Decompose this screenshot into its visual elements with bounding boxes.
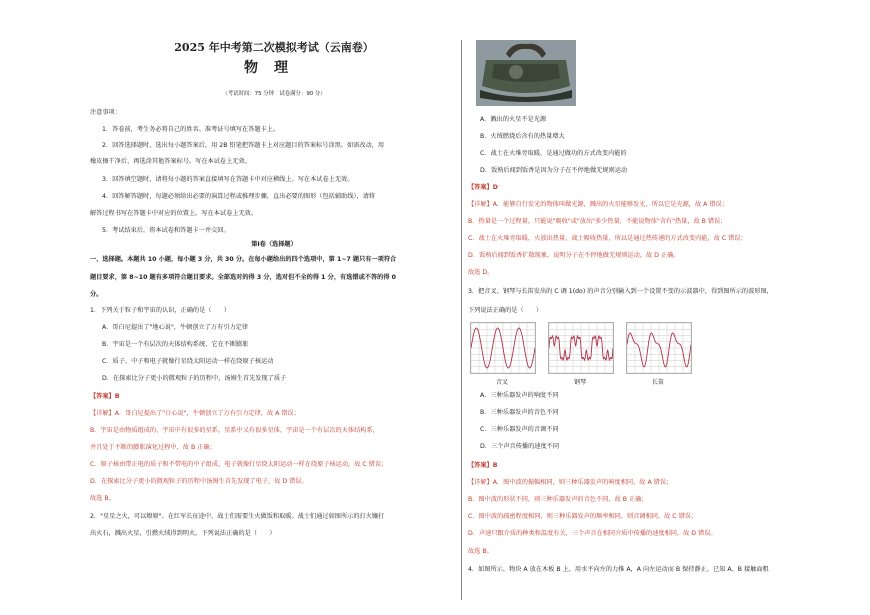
q1-option: A．哥白尼提出了"地心说"，牛顿创立了万有引力定律 bbox=[102, 324, 249, 331]
q1-option: D．在探索比分子更小的微观粒子的历程中，汤姆生首先发现了质子 bbox=[102, 375, 287, 382]
column-divider bbox=[461, 40, 462, 600]
wave-label: 长笛 bbox=[652, 379, 665, 386]
q2-option: B．火绒燃烧后含有的热量增大 bbox=[480, 133, 565, 140]
wave-label: 钢琴 bbox=[574, 379, 587, 386]
q2-option: C．战士在火堆旁取暖，是通过做功的方式改变内能的 bbox=[480, 150, 627, 157]
q1-conclusion: 故选 B。 bbox=[90, 495, 115, 502]
q3-stem: 3．把音叉、钢琴与长笛发出的 C 调 1(do) 的声音分别输入到一个设置不变的示波器中，得到图所示的波形图， bbox=[468, 288, 773, 295]
section-intro: 分。 bbox=[90, 291, 103, 298]
q1-option: B．宇宙是一个有层次的天体结构系统，它在不断膨胀 bbox=[102, 341, 249, 348]
q2-detail: D．饭熟后闻到饭香扩散现象，说明分子在不停地做无规则运动，故 D 正确。 bbox=[468, 252, 680, 259]
note-item: 橡皮擦干净后，再选涂其他答案标号。写在本试卷上无效。 bbox=[90, 158, 251, 165]
notes-heading: 注意事项： bbox=[90, 109, 121, 116]
q4-stem: 4．如图所示，物块 A 放在木板 B 上，用水平向左的力推 A，A 向左运动而 B 保持静止，已知 A、B 接触面粗 bbox=[468, 566, 769, 573]
wave-label: 音叉 bbox=[496, 379, 509, 386]
note-item: 解答过程书写在答题卡中对应的位置上。写在本试卷上无效。 bbox=[90, 210, 258, 217]
q3-detail: D．声速只跟介质的种类和温度有关，三个声音在相同介质中传播的速度相同，故 D 错误。 bbox=[468, 530, 717, 537]
q3-option: D．三个声音传播的速度不同 bbox=[480, 443, 560, 450]
q1-detail: D．在探索比分子更小的微观粒子的历程中汤姆生首先发现了电子，故 D 错误。 bbox=[90, 478, 308, 485]
note-item: 5．考试结束后，将本试卷和答题卡一并交回。 bbox=[102, 227, 230, 234]
q2-option: A．溅出的火星不是光源 bbox=[480, 116, 547, 123]
q1-detail: 【详解】A．哥白尼提出了"日心说"，牛顿创立了万有引力定律，故 A 错误； bbox=[90, 410, 300, 417]
q2-conclusion: 故选 D。 bbox=[468, 269, 494, 276]
fire-steel-image bbox=[476, 40, 576, 106]
q3-detail: 【详解】A．图中波的振幅相同，则三种乐器发声的响度相同，故 A 错误； bbox=[468, 479, 673, 486]
exam-title: 2025 年中考第二次模拟考试（云南卷） bbox=[174, 41, 374, 54]
exam-info: （考试时间：75 分钟 试卷满分：90 分） bbox=[222, 91, 326, 97]
q3-stem: 下列说法正确的是（ ） bbox=[468, 307, 543, 314]
section-heading: 第Ⅰ卷（选择题） bbox=[251, 241, 297, 248]
q3-answer: 【答案】B bbox=[468, 462, 498, 469]
note-item: 4．回答解答题时，每题必须给出必要的演算过程或推理步骤，直出必要的图形（包括辅助线），请将 bbox=[102, 193, 376, 200]
q1-stem: 1．下列关于粒子和宇宙的认识，正确的是（ ） bbox=[90, 307, 231, 314]
section-intro: 题目要求，第 8~10 题有多项符合题目要求。全部选对的得 3 分，选对但不全的得 1 分，有选错或不答的得 0 bbox=[90, 274, 396, 281]
note-item: 1．答卷前，考生务必将自己的姓名、准考证号填写在答题卡上。 bbox=[102, 126, 280, 133]
q1-option: C．质子、中子和电子就像行星绕太阳运动一样在绕原子核运动 bbox=[102, 358, 274, 365]
q3-detail: C．图中波的疏密程度相同，则三种乐器发声的频率相同，则音调相同，故 C 错误； bbox=[468, 513, 698, 520]
q3-conclusion: 故选 B。 bbox=[468, 548, 493, 555]
q2-detail: B．热量是一个过程量，只能说"吸收"或"放出"多少热量，不能说物体"含有"热量，故 B 错误； bbox=[468, 218, 727, 225]
waveform-flute bbox=[626, 322, 692, 374]
q2-stem: 出火石，溅出火星，引燃火绒得到明火。下列说法正确的是（ ） bbox=[90, 530, 276, 537]
q3-option: C．三种乐器发声的音调不同 bbox=[480, 426, 559, 433]
q1-answer: 【答案】B bbox=[90, 393, 120, 400]
q3-option: A．三种乐器发声的响度不同 bbox=[480, 392, 559, 399]
q2-option: D．饭熟后闻到饭香是因为分子在不停地做无规则运动 bbox=[480, 167, 628, 174]
q2-stem: 2．"星星之火，可以燎原"。在红军长征途中，战士们需要生火做饭和取暖。战士们通过如图所示的打火镰打 bbox=[90, 513, 385, 520]
q1-detail: 并且处于不断的膨胀演化过程中，故 B 正确； bbox=[90, 444, 216, 451]
note-item: 3．回答填空题时，请将每小题的答案直接填写在答题卡中对应横线上。写在本试卷上无效。 bbox=[102, 176, 354, 183]
q3-detail: B．图中波的形状不同，则三种乐器发声的音色不同，故 B 正确； bbox=[468, 496, 648, 503]
section-intro: 一、选择题。本题共 10 小题，每小题 3 分，共 30 分。在每小题给出的四个选项中，第 1~7 题只有一项符合 bbox=[90, 256, 397, 263]
q2-detail: 【详解】A．能够自行发光的物体叫做光源，溅出的火星能够发光，所以它是光源，故 A 错误； bbox=[468, 201, 728, 208]
q1-detail: C．原子核由带正电的质子和不带电的中子组成，电子就像行星绕太阳运动一样在绕原子核运动，故 C 错误； bbox=[90, 461, 388, 468]
q2-answer: 【答案】D bbox=[468, 184, 498, 191]
note-item: 2．回答选择题时，选出每小题答案后，用 2B 铅笔把答题卡上对应题目的答案标号涂黑。如需改动，用 bbox=[102, 142, 385, 149]
subject-title: 物理 bbox=[244, 60, 304, 76]
q1-detail: B．宇宙是由物质组成的，宇宙中有很多的星系，星系中又有很多星体，宇宙是一个有层次的天体结构系， bbox=[90, 427, 379, 434]
q3-option: B．三种乐器发声的音色不同 bbox=[480, 409, 559, 416]
waveform-piano bbox=[548, 322, 614, 374]
waveform-tuning-fork bbox=[470, 322, 536, 374]
q2-detail: C．战士在火堆旁取暖，火放出热量，战士吸收热量，所以是通过热传递的方式改变内能，故 C 错误； bbox=[468, 235, 747, 242]
